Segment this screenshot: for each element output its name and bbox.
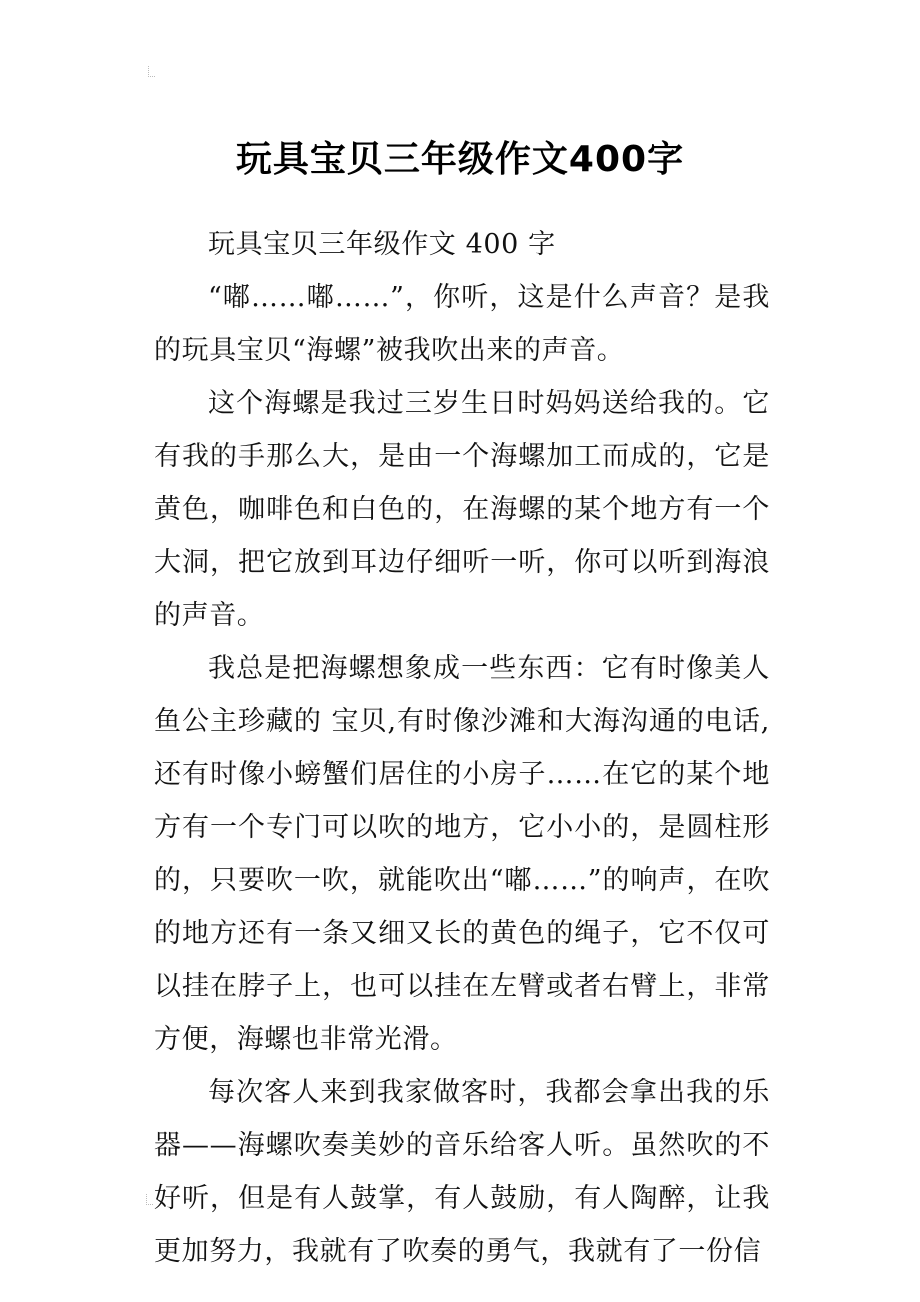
- paragraph-subtitle: 玩具宝贝三年级作文 400 字: [208, 229, 556, 260]
- document-title: 玩具宝贝三年级作文400字: [235, 139, 685, 181]
- document-body: [154, 218, 770, 1278]
- paragraph: 这个海螺是我过三岁生日时妈妈送给我的。它有我的手那么大，是由一个海螺加工而成的，它是黄色，咖啡色和白色的，在海螺的某个地方有一个大洞，把它放到耳边仔细听一听，你可以听到海浪的声音。: [154, 388, 770, 631]
- paragraph: 我总是把海螺想象成一些东西：它有时像美人鱼公主珍藏的 宝贝,有时像沙滩和大海沟通的电话,还有时像小螃蟹们居住的小房子……在它的某个地方有一个专门可以吹的地方，它小小的，是圆柱形的，只要吹一吹，就能吹出“嘟……”的响声，在吹的地方还有一条又细又长的黄色的绳子，它不仅可以挂在脖子上，也可以挂在左臂或者右臂上，非常方便，海螺也非常光滑。: [154, 653, 770, 1055]
- corner-crop-mark: [148, 66, 155, 77]
- paragraph: 每次客人来到我家做客时，我都会拿出我的乐器——海螺吹奏美妙的音乐给客人听。虽然吹的不好听，但是有人鼓掌，有人鼓励，有人陶醉，让我更加努力，我就有了吹奏的勇气，我就有了一份信: [154, 1077, 770, 1267]
- paragraph: “嘟……嘟……”，你听，这是什么声音？是我的玩具宝贝“海螺”被我吹出来的声音。: [154, 282, 770, 366]
- corner-crop-mark: [146, 1194, 153, 1205]
